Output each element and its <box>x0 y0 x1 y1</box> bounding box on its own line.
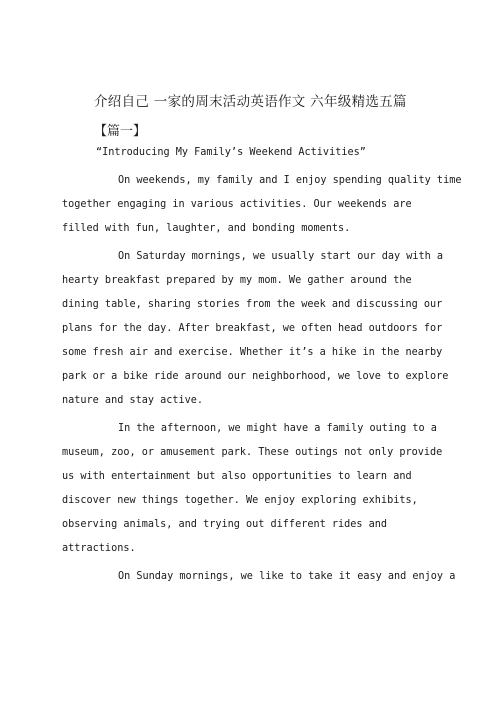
paragraph-1-line-3: filled with fun, laughter, and bonding moments. <box>62 223 351 234</box>
paragraph-1-line-2: together engaging in various activities. Our weekends are <box>62 199 412 210</box>
essay-title: “Introducing My Family’s Weekend Activities” <box>96 147 366 158</box>
paragraph-2-line-7: nature and stay active. <box>62 395 204 406</box>
paragraph-3-line-1: In the afternoon, we might have a family outing to a <box>118 423 437 434</box>
paragraph-2-line-3: dining table, sharing stories from the week and discussing our <box>62 299 443 310</box>
paragraph-2-line-2: hearty breakfast prepared by my mom. We gather around the <box>62 275 412 286</box>
paragraph-2-line-1: On Saturday mornings, we usually start our day with a <box>118 251 444 262</box>
paragraph-2-line-5: some fresh air and exercise. Whether it’s a hike in the nearby <box>62 347 443 358</box>
paragraph-1-line-1: On weekends, my family and I enjoy spending quality time <box>118 175 462 186</box>
paragraph-2-line-6: park or a bike ride around our neighborhood, we love to explore <box>62 371 449 382</box>
paragraph-3-line-3: us with entertainment but also opportunities to learn and <box>62 471 412 482</box>
section-label: 【篇一】 <box>94 124 147 139</box>
paragraph-3-line-4: discover new things together. We enjoy exploring exhibits, <box>62 495 418 506</box>
paragraph-3-line-2: museum, zoo, or amusement park. These outings not only provide <box>62 447 443 458</box>
paragraph-2-line-4: plans for the day. After breakfast, we often head outdoors for <box>62 323 443 334</box>
paragraph-3-line-5: observing animals, and trying out different rides and <box>62 519 388 530</box>
paragraph-3-line-6: attractions. <box>62 543 136 554</box>
document-title: 介绍自己 一家的周末活动英语作文 六年级精选五篇 <box>94 94 407 110</box>
paragraph-4-line-1: On Sunday mornings, we like to take it easy and enjoy a <box>118 571 456 582</box>
